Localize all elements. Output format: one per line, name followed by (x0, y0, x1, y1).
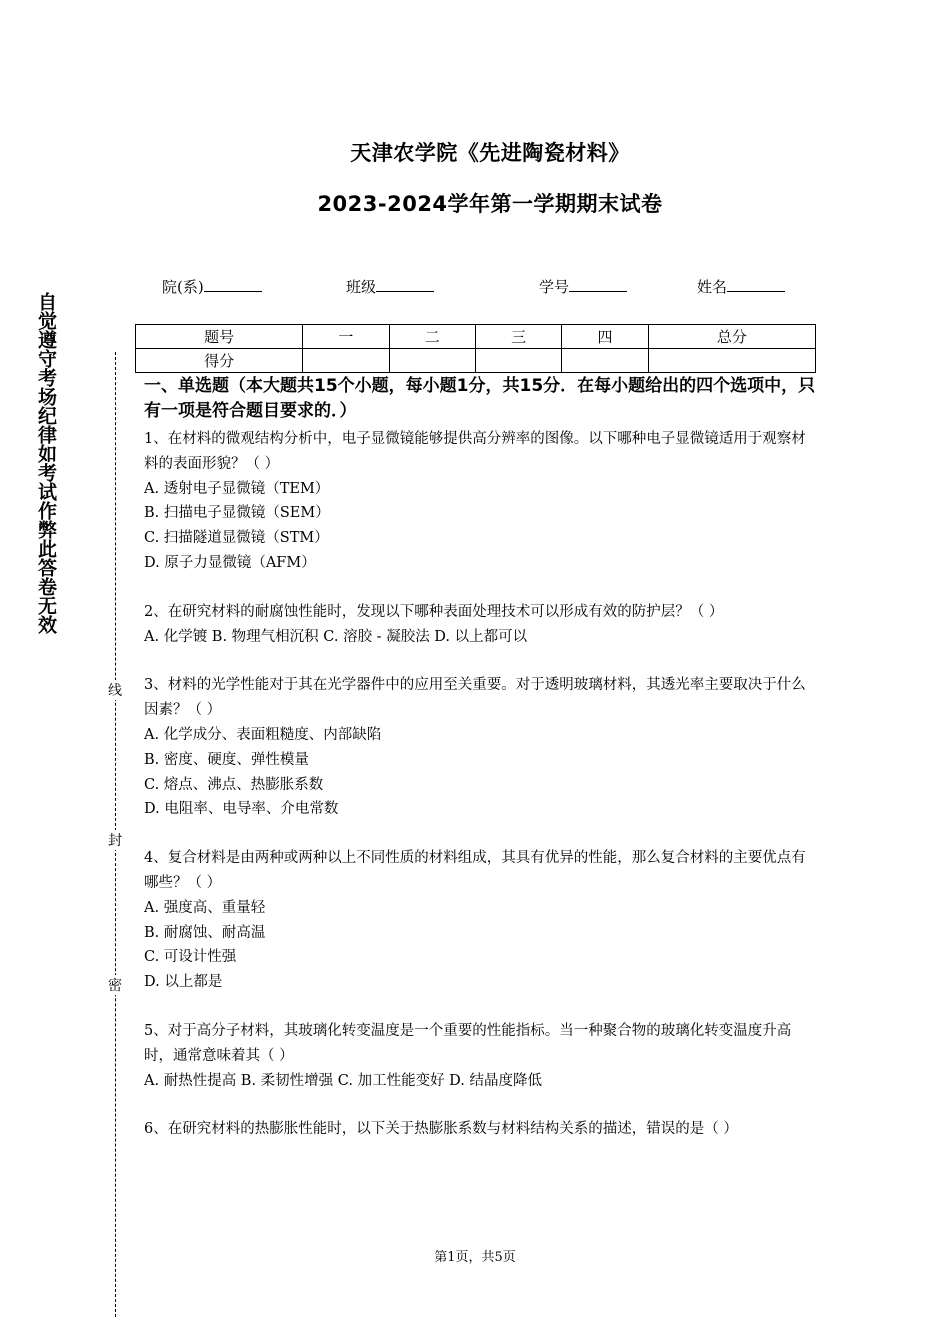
score-table (135, 324, 816, 373)
question-6 (144, 1117, 816, 1142)
score-header-cell: 三 (475, 325, 561, 349)
score-header-cell: 总分 (648, 325, 815, 349)
name-field[interactable] (697, 276, 785, 297)
exam-subtitle: 2023-2024学年第一学期期末试卷 (317, 192, 663, 216)
score-header-cell: 一 (303, 325, 389, 349)
question-option[interactable]: C. 扫描隧道显微镜（STM） (144, 530, 329, 547)
score-cell[interactable] (562, 349, 648, 373)
question-option[interactable]: A. 耐热性提高 B. 柔韧性增强 C. 加工性能变好 D. 结晶度降低 (144, 1072, 543, 1089)
question-option[interactable]: A. 透射电子显微镜（TEM） (144, 480, 330, 497)
student-info-row (0, 276, 950, 300)
question-stem: 4、复合材料是由两种或两种以上不同性质的材料组成，其具有优异的性能，那么复合材料的主要优点有哪些？（ ） (144, 850, 806, 891)
question-option[interactable]: A. 化学镀 B. 物理气相沉积 C. 溶胶 - 凝胶法 D. 以上都可以 (144, 628, 528, 645)
page-number: 第1页，共5页 (434, 1250, 516, 1265)
score-value-row (136, 349, 816, 373)
question-stem: 1、在材料的微观结构分析中，电子显微镜能够提供高分辨率的图像。以下哪种电子显微镜适用于观察材料的表面形貌？（ ） (144, 431, 806, 472)
question-1 (144, 427, 816, 576)
name-blank[interactable] (727, 276, 785, 292)
binding-secret-label: 密 (105, 975, 125, 995)
score-cell[interactable] (648, 349, 815, 373)
question-option[interactable]: A. 化学成分、表面粗糙度、内部缺陷 (144, 726, 382, 743)
binding-line-label: 线 (105, 680, 125, 700)
question-option[interactable]: B. 耐腐蚀、耐高温 (144, 924, 266, 941)
question-2 (144, 600, 816, 650)
score-cell[interactable] (303, 349, 389, 373)
score-row-label: 得分 (136, 349, 303, 373)
question-stem: 2、在研究材料的耐腐蚀性能时，发现以下哪种表面处理技术可以形成有效的防护层？（ ） (144, 603, 724, 620)
question-option[interactable]: D. 以上都是 (144, 974, 223, 991)
binding-seal-label: 封 (105, 830, 125, 850)
question-option[interactable]: A. 强度高、重量轻 (144, 899, 266, 916)
score-cell[interactable] (475, 349, 561, 373)
class-blank[interactable] (376, 276, 434, 292)
question-5 (144, 1019, 816, 1093)
score-header-cell: 题号 (136, 325, 303, 349)
question-4 (144, 846, 816, 995)
question-stem: 3、材料的光学性能对于其在光学器件中的应用至关重要。对于透明玻璃材料，其透光率主要取决于什么因素？（ ） (144, 677, 806, 719)
dept-label: 院(系) (162, 278, 204, 296)
score-header-cell: 四 (562, 325, 648, 349)
question-option[interactable]: B. 密度、硬度、弹性模量 (144, 751, 309, 768)
score-cell[interactable] (389, 349, 475, 373)
question-option[interactable]: B. 扫描电子显微镜（SEM） (144, 505, 330, 522)
question-3 (144, 673, 816, 822)
dept-blank[interactable] (204, 276, 262, 292)
student-id-label: 学号 (539, 278, 570, 296)
section-heading: 一、单选题（本大题共15个小题，每小题1分，共15分．在每小题给出的四个选项中，只有一项是符合题目要求的．） (144, 376, 816, 421)
binding-warning: 自觉遵守考场纪律如考试作弊此答卷无效 (35, 292, 57, 634)
question-option[interactable]: D. 电阻率、电导率、介电常数 (144, 801, 339, 818)
question-stem: 5、对于高分子材料，其玻璃化转变温度是一个重要的性能指标。当一种聚合物的玻璃化转变温度升高时，通常意味着其（ ） (144, 1022, 792, 1064)
name-label: 姓名 (697, 278, 728, 296)
exam-title: 天津农学院《先进陶瓷材料》 (350, 141, 630, 165)
score-header-row (136, 325, 816, 349)
student-id-field[interactable] (539, 276, 627, 297)
class-label: 班级 (346, 278, 377, 296)
student-id-blank[interactable] (569, 276, 627, 292)
exam-content (144, 374, 816, 1142)
question-stem: 6、在研究材料的热膨胀性能时，以下关于热膨胀系数与材料结构关系的描述，错误的是（ ） (144, 1121, 738, 1138)
question-option[interactable]: C. 熔点、沸点、热膨胀系数 (144, 776, 324, 793)
class-field[interactable] (346, 276, 434, 297)
question-option[interactable]: D. 原子力显微镜（AFM） (144, 554, 316, 571)
score-header-cell: 二 (389, 325, 475, 349)
question-option[interactable]: C. 可设计性强 (144, 949, 237, 966)
dept-field[interactable] (162, 276, 262, 297)
